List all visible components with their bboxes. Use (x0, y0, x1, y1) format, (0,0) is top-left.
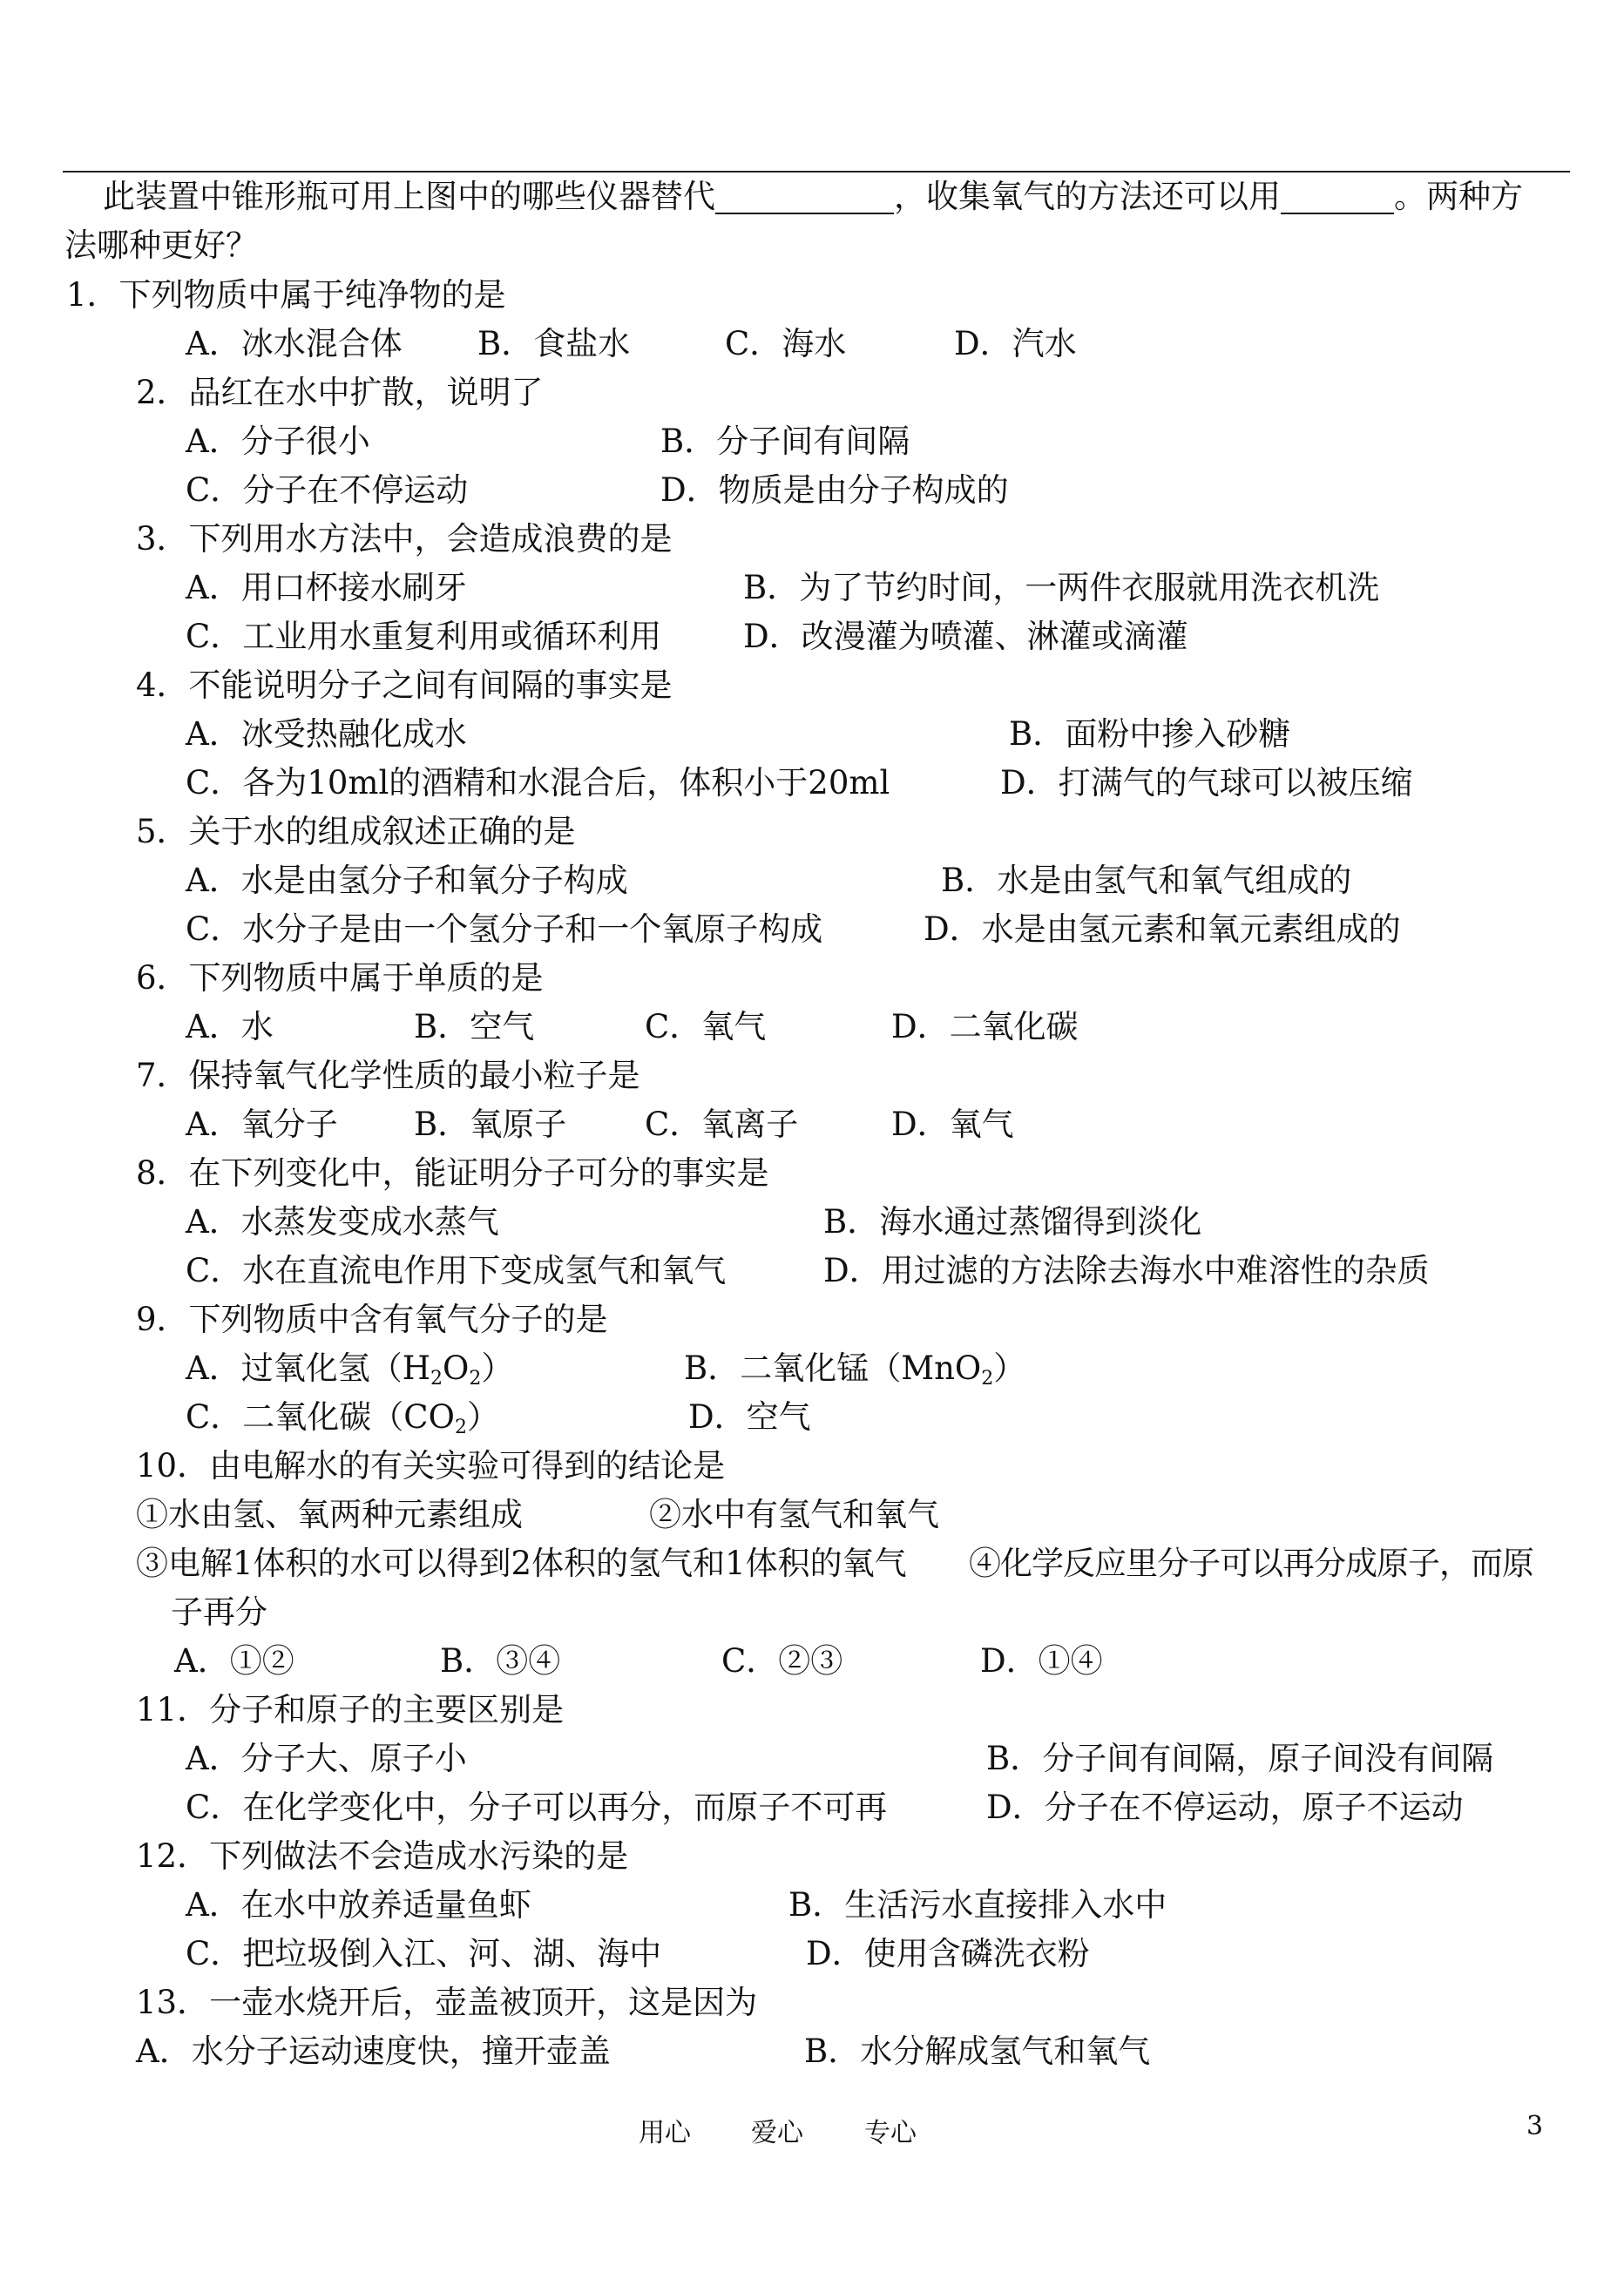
q13-option-a: A．水分子运动速度快，撞开壶盖 (136, 2033, 611, 2070)
answer-blank-1[interactable] (715, 180, 894, 214)
q10-option-a: A．①② (174, 1642, 294, 1680)
question-7-stem: 7．保持氧气化学性质的最小粒子是 (136, 1057, 640, 1094)
q6-option-d: D．二氧化碳 (891, 1008, 1079, 1045)
header-rule (63, 171, 1570, 172)
q12-option-c: C．把垃圾倒入江、河、湖、海中 (186, 1935, 662, 1972)
q2-option-b: B．分子间有间隔 (660, 423, 910, 460)
intro-line-1 (103, 180, 1523, 214)
q8-option-a: A．水蒸发变成水蒸气 (186, 1203, 499, 1241)
q9-option-b: B．二氧化锰（MnO$_2$） (684, 1349, 1026, 1390)
question-1-stem: 1．下列物质中属于纯净物的是 (66, 276, 506, 314)
q1-option-a: A．冰水混合体 (186, 325, 403, 362)
q8-option-d: D．用过滤的方法除去海水中难溶性的杂质 (823, 1252, 1430, 1289)
q2-option-d: D．物质是由分子构成的 (660, 471, 1009, 509)
q9-option-c: C．二氧化碳$(CO_2)$ (186, 1398, 499, 1438)
question-12-stem: 12．下列做法不会造成水污染的是 (136, 1837, 629, 1875)
q10-statement-3: ③电解1体积的水可以得到2体积的氢气和1体积的氧气 (136, 1545, 907, 1582)
q8-option-c: C．水在直流电作用下变成氢气和氧气 (186, 1252, 727, 1289)
q10-statement-1: ①水由氢、氧两种元素组成 (136, 1496, 523, 1533)
question-11-stem: 11．分子和原子的主要区别是 (136, 1691, 565, 1728)
q6-option-a: A．水 (186, 1008, 274, 1045)
question-6-stem: 6．下列物质中属于单质的是 (136, 959, 544, 997)
q7-option-d: D．氧气 (891, 1106, 1014, 1143)
footer-motto-3: 专心 (864, 2118, 917, 2148)
q5-option-b: B．水是由氢气和氧气组成的 (941, 862, 1352, 899)
q7-option-b: B．氧原子 (414, 1106, 567, 1143)
q4-option-a: A．冰受热融化成水 (186, 715, 467, 753)
q11-option-c: C．在化学变化中，分子可以再分，而原子不可再 (186, 1789, 888, 1826)
q4-option-b: B．面粉中掺入砂糖 (1009, 715, 1291, 753)
question-9-stem: 9．下列物质中含有氧气分子的是 (136, 1301, 608, 1338)
q2-option-c: C．分子在不停运动 (186, 471, 469, 509)
q10-option-d: D．①④ (980, 1642, 1103, 1680)
footer-motto-1: 用心 (639, 2118, 691, 2148)
q11-option-a: A．分子大、原子小 (186, 1740, 467, 1777)
q12-option-b: B．生活污水直接排入水中 (788, 1886, 1167, 1924)
question-10-stem: 10．由电解水的有关实验可得到的结论是 (136, 1447, 726, 1485)
question-8-stem: 8．在下列变化中，能证明分子可分的事实是 (136, 1154, 769, 1192)
q6-option-b: B．空气 (414, 1008, 535, 1045)
q5-option-d: D．水是由氢元素和氧元素组成的 (924, 910, 1401, 948)
q10-statement-2: ②水中有氢气和氧气 (649, 1496, 939, 1533)
q12-option-a: A．在水中放养适量鱼虾 (186, 1886, 531, 1924)
intro-text-2: ，收集氧气的方法还可以用 (894, 178, 1281, 215)
q10-statement-4: ④化学反应里分子可以再分成原子，而原 (969, 1545, 1533, 1582)
q10-statement-4-cont: 子再分 (171, 1593, 267, 1631)
question-3-stem: 3．下列用水方法中，会造成浪费的是 (136, 520, 673, 558)
q4-option-d: D．打满气的气球可以被压缩 (1000, 764, 1413, 802)
footer-motto-2: 爱心 (751, 2118, 803, 2148)
question-2-stem: 2．品红在水中扩散，说明了 (136, 374, 544, 411)
q1-option-c: C．海水 (725, 325, 847, 362)
q9-option-d: D．空气 (688, 1398, 811, 1436)
q7-option-c: C．氧离子 (645, 1106, 799, 1143)
q12-option-d: D．使用含磷洗衣粉 (806, 1935, 1090, 1972)
q6-option-c: C．氧气 (645, 1008, 767, 1045)
q3-option-c: C．工业用水重复利用或循环利用 (186, 618, 662, 655)
question-4-stem: 4．不能说明分子之间有间隔的事实是 (136, 666, 673, 704)
q2-option-a: A．分子很小 (186, 423, 370, 460)
q3-option-a: A．用口杯接水刷牙 (186, 569, 467, 606)
q4-option-c: C．各为10ml的酒精和水混合后，体积小于20ml (186, 764, 890, 802)
q13-option-b: B．水分解成氢气和氧气 (804, 2033, 1151, 2070)
q3-option-b: B．为了节约时间，一两件衣服就用洗衣机洗 (743, 569, 1380, 606)
answer-blank-2[interactable] (1281, 180, 1394, 214)
q5-option-c: C．水分子是由一个氢分子和一个氧原子构成 (186, 910, 823, 948)
q8-option-b: B．海水通过蒸馏得到淡化 (823, 1203, 1202, 1241)
q7-option-a: A．氧分子 (186, 1106, 338, 1143)
q5-option-a: A．水是由氢分子和氧分子构成 (186, 862, 628, 899)
intro-text-3: 。两种方 (1394, 178, 1523, 215)
question-13-stem: 13．一壶水烧开后，壶盖被顶开，这是因为 (136, 1984, 758, 2021)
intro-text-1: 此装置中锥形瓶可用上图中的哪些仪器替代 (103, 178, 715, 215)
q3-option-d: D．改漫灌为喷灌、淋灌或滴灌 (743, 618, 1188, 655)
q11-option-d: D．分子在不停运动，原子不运动 (986, 1789, 1464, 1826)
intro-line-2: 法哪种更好？ (64, 227, 258, 264)
page-number: 3 (1526, 2111, 1544, 2141)
q10-option-c: C．②③ (721, 1642, 843, 1680)
q1-option-d: D．汽水 (954, 325, 1077, 362)
question-5-stem: 5．关于水的组成叙述正确的是 (136, 813, 576, 850)
q10-option-b: B．③④ (440, 1642, 561, 1680)
q9-option-a: A．过氧化氢$(H_2O_2)$ (186, 1349, 514, 1390)
q11-option-b: B．分子间有间隔，原子间没有间隔 (986, 1740, 1494, 1777)
q1-option-b: B．食盐水 (477, 325, 631, 362)
